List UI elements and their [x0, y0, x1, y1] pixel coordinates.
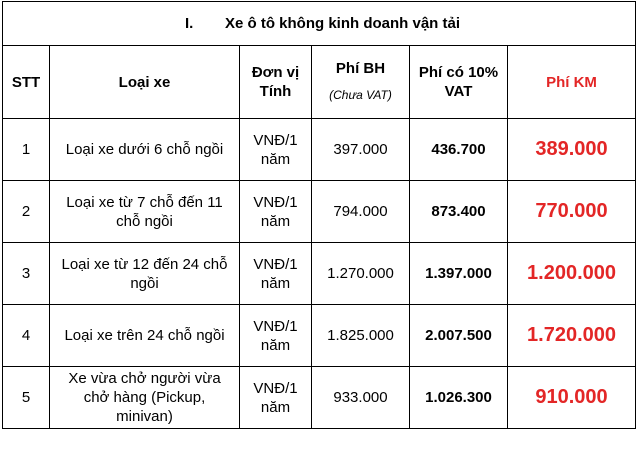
row-type: Xe vừa chở người vừa chở hàng (Pickup, minivan) [50, 367, 240, 429]
section-number: I. [185, 15, 194, 32]
row-unit: VNĐ/1 năm [240, 119, 312, 181]
section-title-row [3, 2, 636, 46]
row-stt: 5 [3, 367, 50, 429]
row-fee-vat: 1.026.300 [410, 367, 508, 429]
header-fee-note: (Chưa VAT) [329, 88, 392, 102]
insurance-fee-table [2, 1, 636, 429]
row-fee: 1.825.000 [312, 305, 410, 367]
row-fee-vat: 1.397.000 [410, 243, 508, 305]
row-fee: 397.000 [312, 119, 410, 181]
row-type: Loại xe trên 24 chỗ ngồi [50, 305, 240, 367]
header-fee-vat: Phí có 10% VAT [410, 46, 508, 119]
row-fee-vat: 873.400 [410, 181, 508, 243]
row-fee-km: 910.000 [508, 367, 636, 429]
row-type: Loại xe từ 12 đến 24 chỗ ngồi [50, 243, 240, 305]
header-row [3, 46, 636, 119]
header-fee-km: Phí KM [508, 46, 636, 119]
section-title: Xe ô tô không kinh doanh vận tải [225, 15, 461, 32]
header-fee-label: Phí BH [335, 60, 386, 77]
row-fee-km: 1.720.000 [508, 305, 636, 367]
row-stt: 4 [3, 305, 50, 367]
row-unit: VNĐ/1 năm [240, 305, 312, 367]
row-stt: 3 [3, 243, 50, 305]
table-row [3, 181, 636, 243]
row-fee-km: 770.000 [508, 181, 636, 243]
header-type: Loại xe [50, 46, 240, 119]
header-fee [312, 46, 410, 119]
row-stt: 2 [3, 181, 50, 243]
row-fee: 933.000 [312, 367, 410, 429]
table-row [3, 305, 636, 367]
row-fee-vat: 2.007.500 [410, 305, 508, 367]
row-type: Loại xe từ 7 chỗ đến 11 chỗ ngồi [50, 181, 240, 243]
row-fee-km: 1.200.000 [508, 243, 636, 305]
row-fee-km: 389.000 [508, 119, 636, 181]
table-row [3, 367, 636, 429]
row-fee-vat: 436.700 [410, 119, 508, 181]
header-unit: Đơn vị Tính [240, 46, 312, 119]
row-stt: 1 [3, 119, 50, 181]
row-fee: 1.270.000 [312, 243, 410, 305]
table-row [3, 119, 636, 181]
table-row [3, 243, 636, 305]
header-stt: STT [3, 46, 50, 119]
row-type: Loại xe dưới 6 chỗ ngồi [50, 119, 240, 181]
row-fee: 794.000 [312, 181, 410, 243]
section-title-cell [3, 2, 636, 46]
row-unit: VNĐ/1 năm [240, 367, 312, 429]
row-unit: VNĐ/1 năm [240, 181, 312, 243]
row-unit: VNĐ/1 năm [240, 243, 312, 305]
